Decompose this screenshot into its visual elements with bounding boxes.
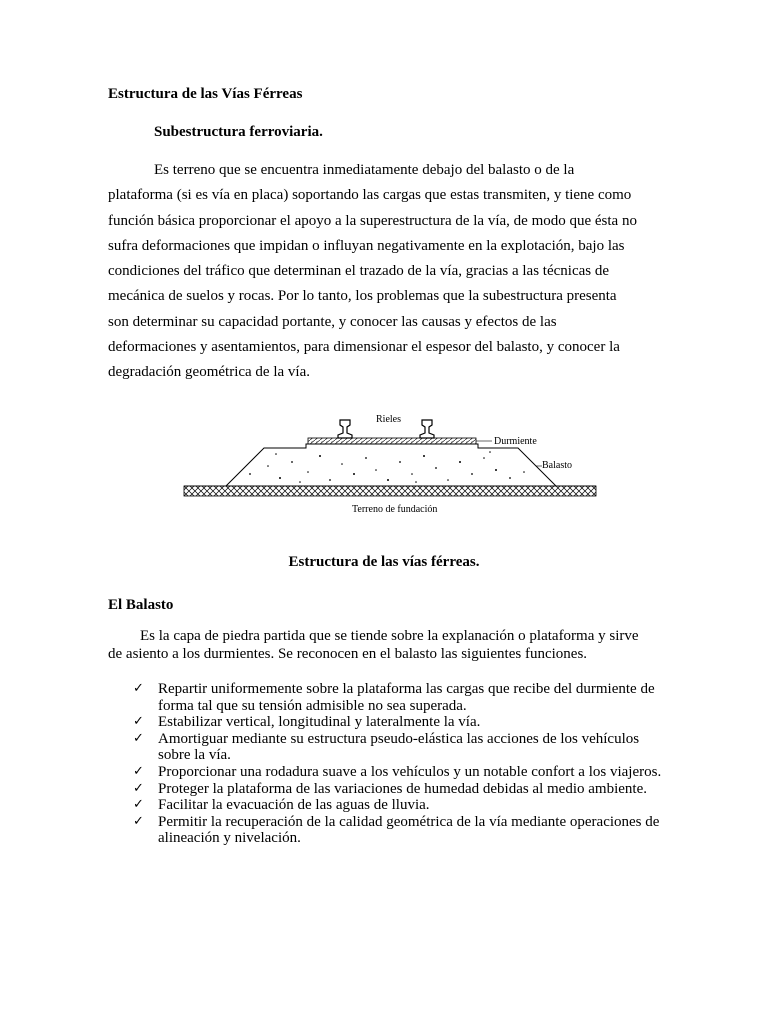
list-item bbox=[133, 681, 673, 714]
paragraph-line: función básica proporcionar el apoyo a la superestructura de la vía, de modo que ésta no bbox=[108, 212, 637, 229]
paragraph-line: son determinar su capacidad portante, y conocer las causas y efectos de las bbox=[108, 313, 557, 330]
subestructura-paragraph bbox=[108, 158, 664, 386]
paragraph-line: Es terreno que se encuentra inmediatamente debajo del balasto o de la bbox=[154, 162, 575, 178]
foundation-ground bbox=[184, 486, 596, 496]
checkmark-icon: ✓ bbox=[133, 813, 144, 829]
rail-right bbox=[420, 420, 434, 438]
paragraph-line: mecánica de suelos y rocas. Por lo tanto, los problemas que la subestructura presenta bbox=[108, 288, 617, 305]
list-item-text: Proteger la plataforma de las variaciones de humedad debidas al medio ambiente. bbox=[158, 780, 647, 797]
paragraph-line: deformaciones y asentamientos, para dimensionar el espesor del balasto, y conocer la bbox=[108, 339, 620, 356]
figure-caption: Estructura de las vías férreas. bbox=[288, 554, 480, 570]
list-item bbox=[133, 814, 673, 847]
list-item-text: Repartir uniformemente sobre la plataforma las cargas que recibe del durmiente de forma tal que su tensión admisible no sea superada. bbox=[158, 681, 655, 714]
checkmark-icon: ✓ bbox=[133, 780, 144, 796]
paragraph-line: plataforma (si es vía en placa) soportando las cargas que estas transmiten, y tiene como bbox=[108, 187, 632, 204]
paragraph-line: de asiento a los durmientes. Se reconocen en el balasto las siguientes funciones. bbox=[108, 645, 588, 662]
ballast-layer bbox=[226, 444, 556, 486]
checkmark-icon: ✓ bbox=[133, 681, 144, 696]
list-item bbox=[133, 781, 673, 798]
paragraph-line: sufra deformaciones que impidan o influyan negativamente en la explotación, bajo las bbox=[108, 237, 625, 254]
track-structure-figure bbox=[180, 404, 600, 524]
track-structure-diagram bbox=[180, 404, 600, 524]
sleeper bbox=[308, 438, 476, 444]
checkmark-icon: ✓ bbox=[133, 730, 144, 746]
list-item-text: Facilitar la evacuación de las aguas de lluvia. bbox=[158, 797, 430, 814]
section-subtitle: Subestructura ferroviaria. bbox=[154, 124, 323, 140]
paragraph-line: condiciones del tráfico que determinan el trazado de la vía, gracias a las técnicas de bbox=[108, 263, 610, 280]
list-item bbox=[133, 797, 673, 814]
label-ground: Terreno de fundación bbox=[352, 504, 438, 515]
list-item-text: Proporcionar una rodadura suave a los vehículos y un notable confort a los viajeros. bbox=[158, 763, 662, 780]
label-rails: Rieles bbox=[376, 414, 401, 425]
paragraph-line: degradación geométrica de la vía. bbox=[108, 364, 310, 381]
list-item bbox=[133, 714, 673, 731]
list-item-text: Permitir la recuperación de la calidad geométrica de la vía mediante operaciones de alineación y nivelación. bbox=[158, 813, 660, 847]
paragraph-line: Es la capa de piedra partida que se tiende sobre la explanación o plataforma y sirve bbox=[140, 628, 639, 644]
list-item-text: Estabilizar vertical, longitudinal y lateralmente la vía. bbox=[158, 714, 481, 731]
label-sleeper: Durmiente bbox=[494, 436, 537, 447]
list-item bbox=[133, 764, 673, 781]
balasto-functions-list bbox=[133, 681, 673, 847]
checkmark-icon: ✓ bbox=[133, 797, 144, 813]
label-ballast: Balasto bbox=[542, 460, 572, 471]
document-title: Estructura de las Vías Férreas bbox=[108, 86, 303, 102]
checkmark-icon: ✓ bbox=[133, 714, 144, 730]
checkmark-icon: ✓ bbox=[133, 763, 144, 779]
rail-left bbox=[338, 420, 352, 438]
list-item bbox=[133, 731, 673, 764]
balasto-intro-paragraph bbox=[108, 628, 668, 663]
section-heading-balasto: El Balasto bbox=[108, 597, 174, 613]
list-item-text: Amortiguar mediante su estructura pseudo-elástica las acciones de los vehículos sobre la vía. bbox=[158, 730, 640, 764]
